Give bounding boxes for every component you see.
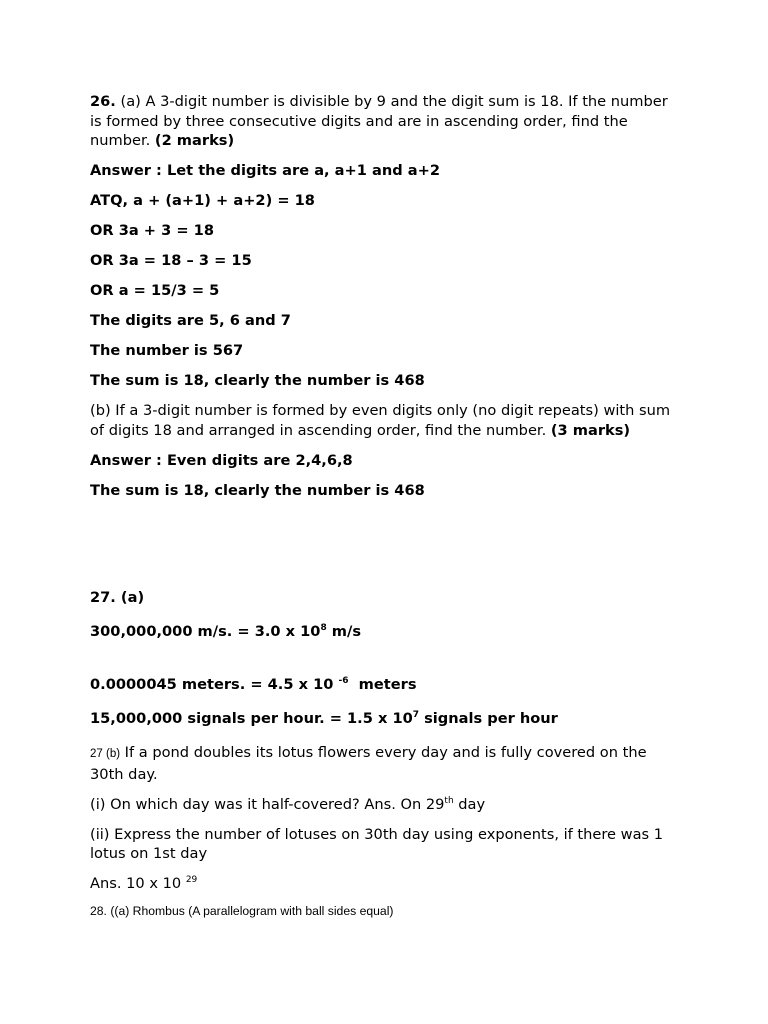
q26-part-b-text: (b) If a 3-digit number is formed by even digits only (no digit repeats) with sum of digits 18 and arranged in ascending order, find the number. [90, 402, 671, 439]
q26a-answer-line-4: OR 3a = 18 – 3 = 15 [90, 252, 252, 269]
eq2-left: 0.0000045 meters. = 4.5 x 10 [90, 676, 339, 693]
q27-equation-2 [90, 656, 680, 695]
q26-part-b-question [90, 401, 680, 440]
q26a-answer-line-1: Answer : Let the digits are a, a+1 and a+2 [90, 162, 440, 179]
q26a-answer-line-3: OR 3a + 3 = 18 [90, 222, 214, 239]
eq3-left: 15,000,000 signals per hour. = 1.5 x 10 [90, 710, 413, 727]
q27-answer-text: Ans. 10 x 10 [90, 875, 186, 892]
q27-part-b-label: 27 (b) [90, 748, 121, 760]
q27-i-text: (i) On which day was it half-covered? Ans. On 29 [90, 795, 445, 813]
eq1-exponent: 8 [320, 622, 327, 633]
q26-part-a-text: (a) A 3-digit number is divisible by 9 and the digit sum is 18. If the number is formed by three consecutive digits and are in ascending order, find the number. [90, 93, 668, 149]
q27-part-ii: (ii) Express the number of lotuses on 30th day using exponents, if there was 1 lotus on 1st day [90, 825, 664, 862]
q26a-answer-line-2: ATQ, a + (a+1) + a+2) = 18 [90, 192, 315, 209]
q27-equation-3 [90, 709, 680, 729]
q26a-answer-line-6: The digits are 5, 6 and 7 [90, 312, 291, 329]
q26b-answer-line-2: The sum is 18, clearly the number is 468 [90, 481, 425, 499]
q26a-answer-line-5: OR a = 15/3 = 5 [90, 282, 220, 299]
q26-part-b-marks: (3 marks) [550, 421, 631, 439]
q27-part-b-text: If a pond doubles its lotus flowers every day and is fully covered on the 30th day. [90, 744, 647, 783]
q26b-answer-line-1: Answer : Even digits are 2,4,6,8 [90, 451, 353, 469]
eq3-exponent: 7 [412, 710, 420, 720]
eq2-exponent: -6 [338, 676, 349, 686]
q27-answer [90, 874, 680, 894]
eq3-right: signals per hour [419, 710, 558, 727]
q27-i-end: day [453, 795, 486, 813]
q27-heading: 27. (a) [90, 588, 145, 606]
document-page [90, 92, 680, 932]
q26a-answer-line-8: The sum is 18, clearly the number is 468 [90, 372, 425, 389]
eq2-right: meters [348, 676, 417, 693]
eq1-right: m/s [326, 622, 362, 640]
eq1-left: 300,000,000 m/s. = 3.0 x 10 [90, 622, 321, 640]
q26a-answer-line-7: The number is 567 [90, 342, 244, 359]
q27-equation-1 [90, 622, 680, 642]
q26-part-a-question [90, 92, 680, 151]
q26-number: 26. [90, 93, 116, 110]
q26-part-a-marks: (2 marks) [154, 132, 235, 149]
spacer [90, 511, 680, 588]
q27-answer-exponent: 29 [185, 875, 198, 885]
q27-part-i [90, 795, 680, 815]
q28-text: 28. ((a) Rhombus (A parallelogram with ball sides equal) [90, 904, 394, 918]
q27-i-superscript: th [444, 795, 454, 806]
q27-part-b-question [90, 743, 680, 784]
